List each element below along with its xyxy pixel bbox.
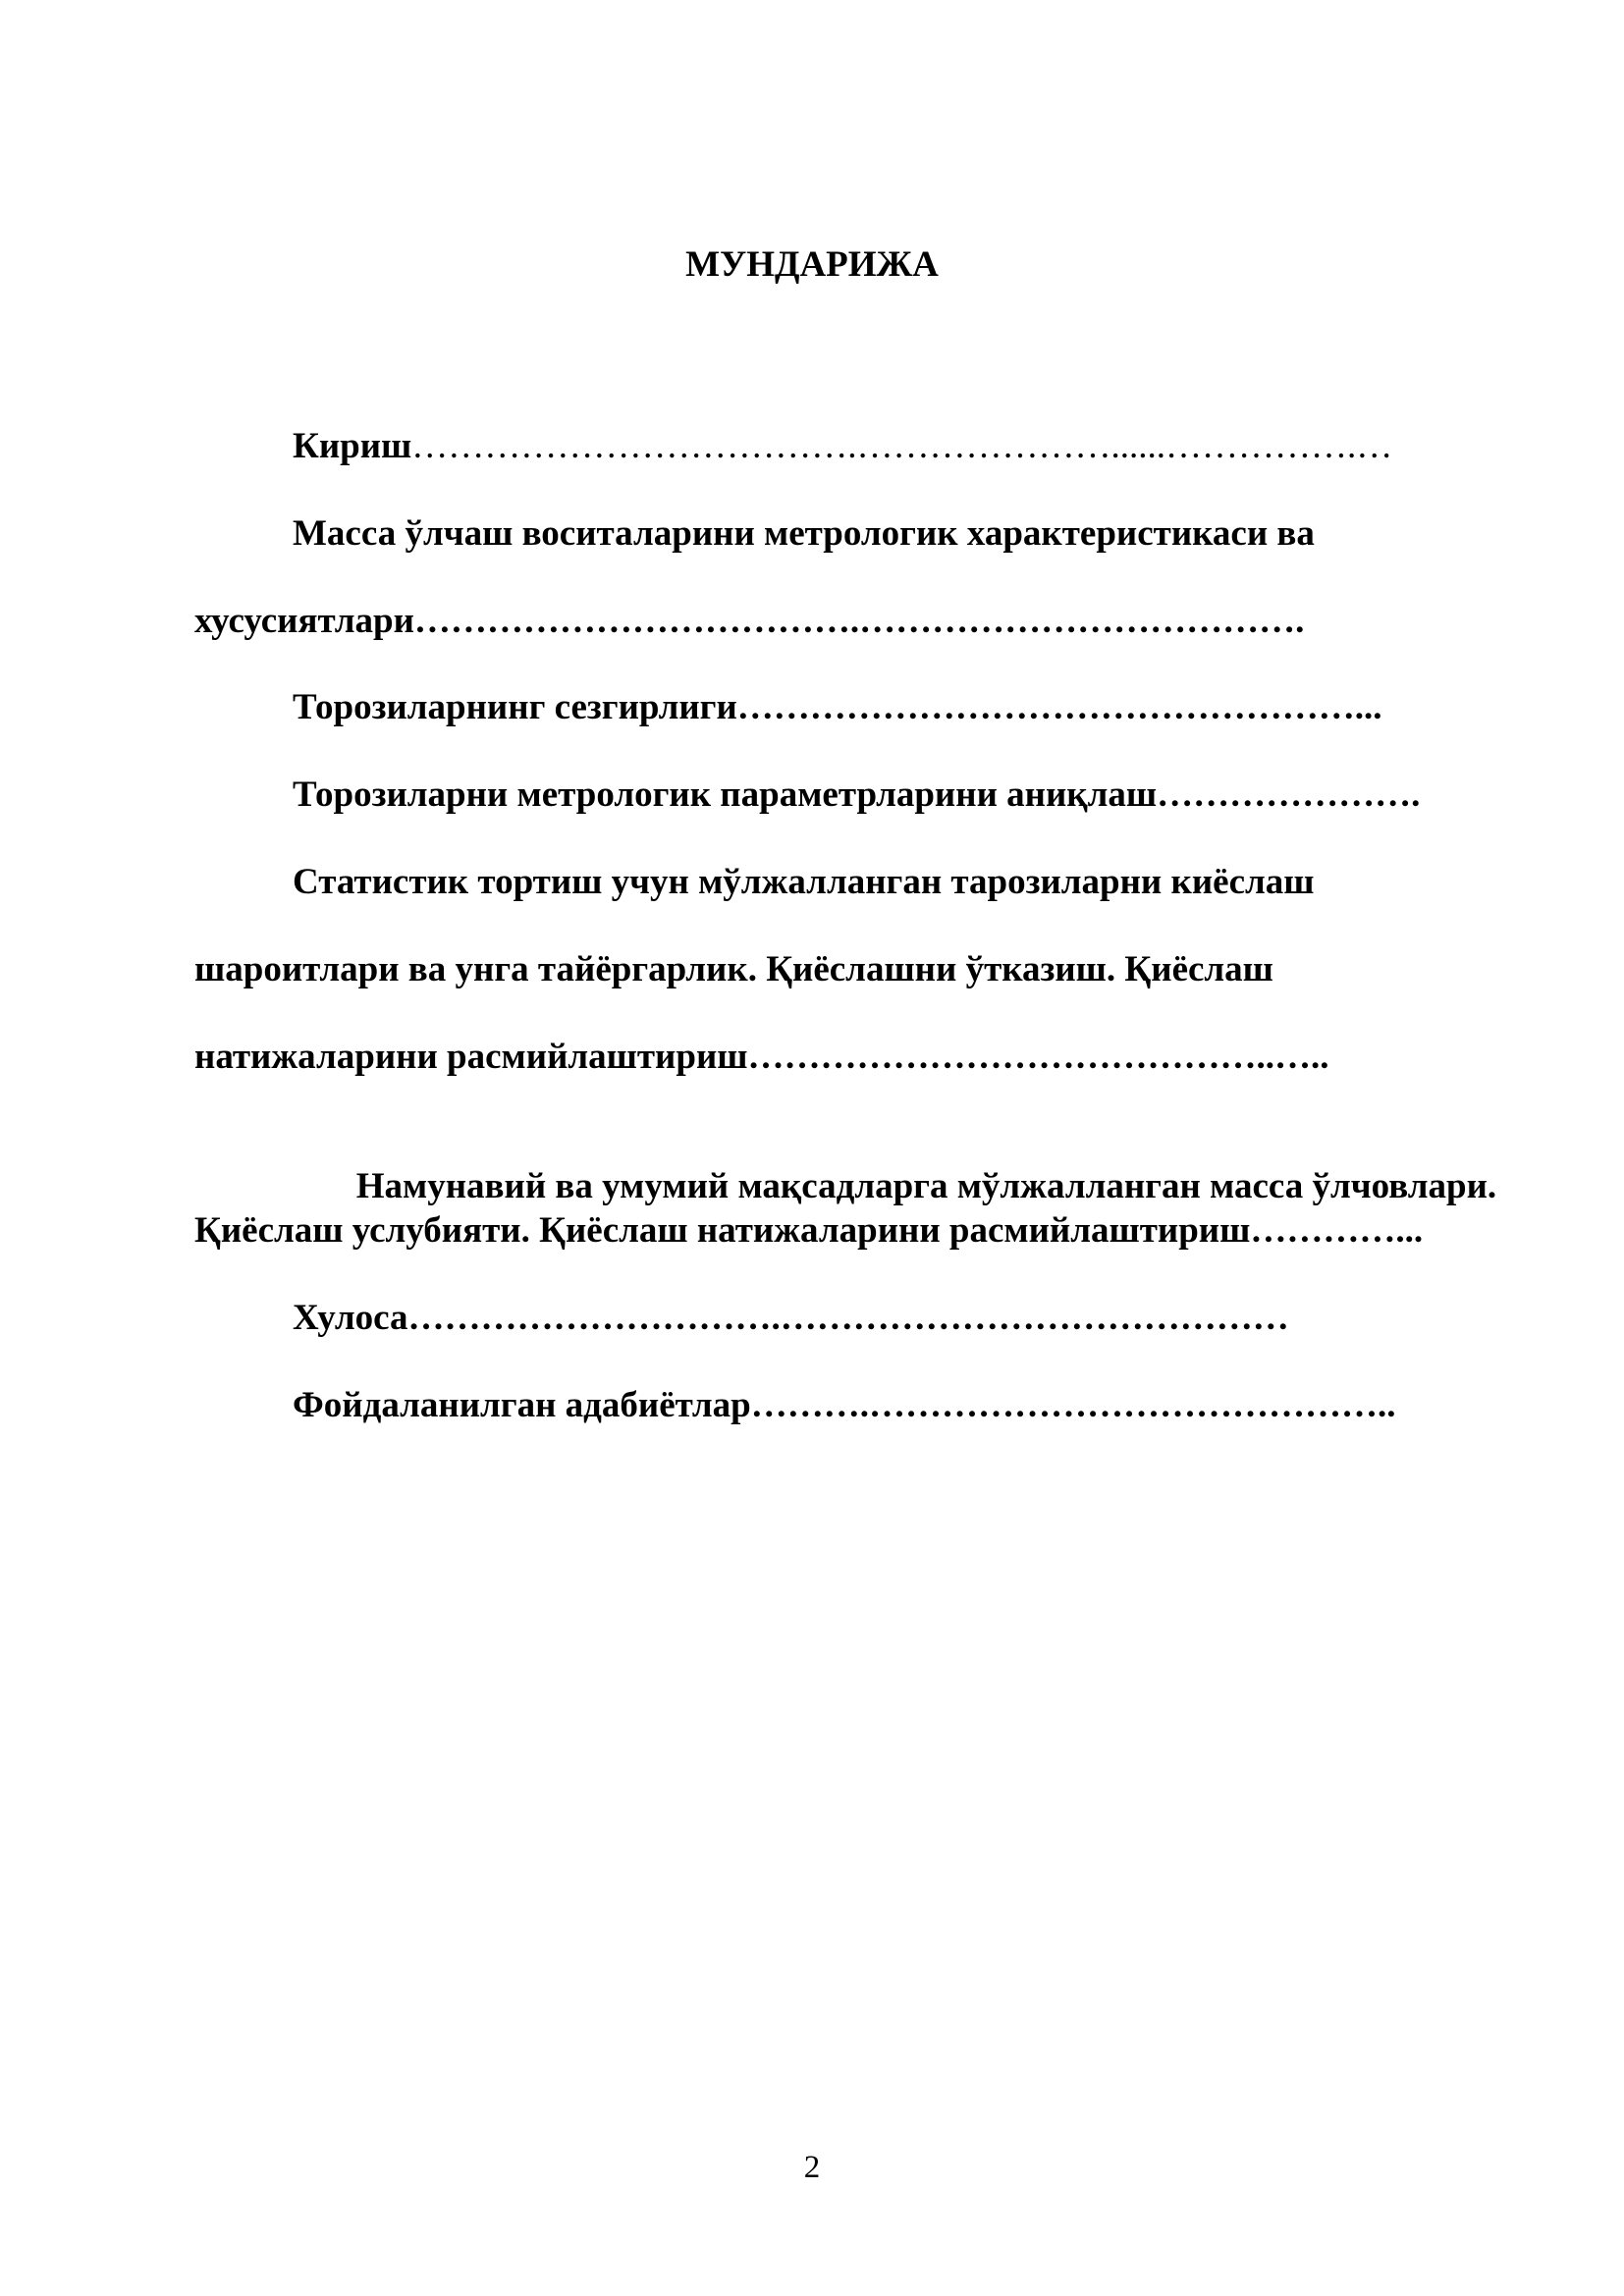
toc-entry-label: Хулоса bbox=[293, 1298, 408, 1338]
toc-entry-label: Масса ўлчаш воситаларини метрологик характеристикаси ва bbox=[293, 513, 1315, 554]
page-number: 2 bbox=[803, 2150, 821, 2185]
toc-entry-mass-measurement-line1 bbox=[293, 512, 1315, 556]
toc-entry-label: Статистик тортиш учун мўлжалланган тарозиларни киёслаш bbox=[293, 862, 1315, 902]
toc-leader: ……………………………………………... bbox=[736, 687, 1382, 727]
toc-entry-label: Торозиларнинг сезгирлиги bbox=[293, 687, 737, 727]
toc-entry-label: Кириш bbox=[293, 426, 412, 466]
toc-entry-reference-masses-line2 bbox=[194, 1209, 1423, 1253]
toc-entry-label: Торозиларни метрологик параметрларини аниқлаш bbox=[293, 774, 1158, 815]
toc-leader: ……………………………….………………………………. bbox=[413, 601, 1305, 641]
page-title: МУНДАРИЖА bbox=[685, 244, 939, 285]
toc-entry-metrological-parameters bbox=[293, 774, 1420, 817]
toc-entry-static-weighing-line3 bbox=[194, 1036, 1329, 1079]
toc-entry-conclusion bbox=[293, 1297, 1289, 1340]
toc-entry-label: хусусиятлари bbox=[194, 601, 414, 641]
toc-entry-mass-measurement-line2 bbox=[194, 600, 1304, 643]
toc-leader: ……………………………….…………………......…………….… bbox=[411, 426, 1393, 466]
toc-entry-label: Фойдаланилган адабиётлар bbox=[293, 1385, 751, 1425]
toc-entry-introduction bbox=[293, 425, 1392, 468]
toc-leader: ……………………………………..….. bbox=[747, 1037, 1329, 1077]
toc-entry-label: Намунавий ва умумий мақсадларга мўлжалланган масса ўлчовлари. bbox=[347, 1166, 1497, 1206]
toc-entry-label: шароитлари ва унга тайёргарлик. Қиёслашни ўтказиш. Қиёслаш bbox=[194, 949, 1273, 989]
toc-entry-label: Қиёслаш услубияти. Қиёслаш натижаларини расмийлаштириш bbox=[194, 1210, 1251, 1251]
toc-entry-scale-sensitivity bbox=[293, 686, 1382, 729]
toc-entry-references bbox=[293, 1384, 1395, 1427]
toc-leader: …………... bbox=[1250, 1210, 1424, 1251]
toc-leader: …………………. bbox=[1157, 774, 1421, 815]
toc-entry-static-weighing-line2 bbox=[194, 948, 1273, 991]
toc-entry-label: натижаларини расмийлаштириш bbox=[194, 1037, 748, 1077]
toc-entry-static-weighing-line1 bbox=[293, 861, 1314, 904]
toc-leader: ……….…………………………………….. bbox=[750, 1385, 1396, 1425]
toc-leader: ………………………….…………………………………… bbox=[407, 1298, 1289, 1338]
